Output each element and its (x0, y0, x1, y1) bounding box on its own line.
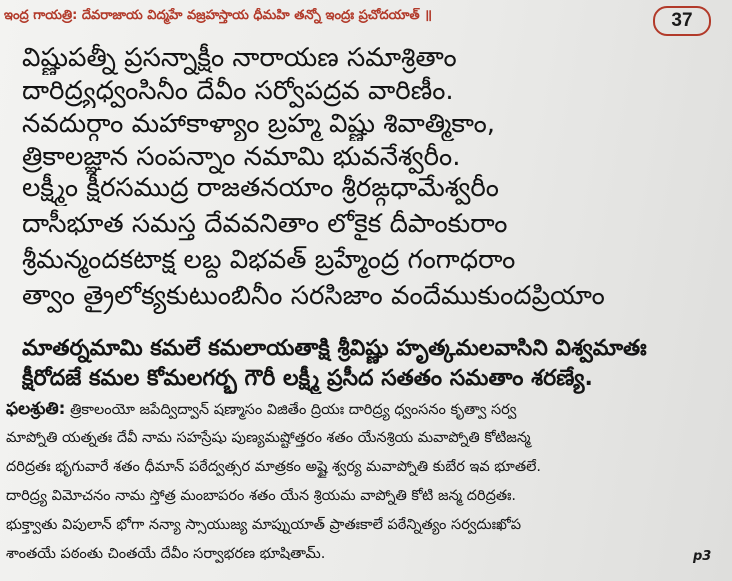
verse-line: శ్రీమన్మందకటాక్ష లబ్ధ విభవత్ బ్రహ్మేంద్ర గంగాధరాం (22, 245, 516, 275)
phalashruti-line: దరిద్రతః భృగువారే శతం ధీమాన్ పఠేద్వత్సర మాత్రకం అష్టై శ్వర్య మవాప్నోతి కుబేర ఇవ భూతలే. (6, 459, 542, 475)
verse-line: నవదుర్గాం మహాకాళ్యాం బ్రహ్మ విష్ణు శివాత్మికాం, (22, 109, 496, 139)
verse-line: విష్ణుపత్నీ ప్రసన్నాక్షీం నారాయణ సమాశ్రితాం (22, 43, 457, 73)
phalashruti-label: ఫలశ్రుతి: (6, 399, 66, 419)
verse-line: దారిద్ర్యధ్వంసినీం దేవీం సర్వోపద్రవ వారిణీం. (22, 76, 454, 106)
verse-block-3 (22, 334, 722, 394)
phalashruti-line: దారిద్ర్య విమోచనం నామ స్తోత్ర మంబాపరం శతం యేన శ్రియమ వాప్నోతి కోటి జన్మ దరిద్రతః. (6, 488, 517, 504)
verse-line: మాతర్నమామి కమలే కమలాయతాక్షి శ్రీవిష్ణు హృత్కమలవాసిని విశ్వమాతః (22, 336, 647, 361)
page-number-badge: 37 (653, 6, 711, 36)
verse-line: త్రికాలజ్ఞాన సంపన్నాం నమామి భువనేశ్వరీం. (22, 142, 461, 172)
verse-line: లక్ష్మీం క్షీరసముద్ర రాజతనయాం శ్రీరఙ్గధామేశ్వరీం (22, 173, 499, 203)
phalashruti-section (6, 395, 726, 569)
verse-block-2 (22, 170, 722, 314)
handwritten-page-mark: p3 (693, 549, 712, 564)
verse-line: క్షీరోదజే కమల కోమలగర్భ గౌరీ లక్ష్మీ ప్రసీద సతతం సమతాం శరణ్యే. (22, 366, 593, 391)
page-header-gayatri: ఇంద్ర గాయత్రి: దేవరాజాయ విద్మహే వజ్రహస్తాయ ధీమహి తన్నో ఇంద్రః ప్రచోదయాత్ ॥ (4, 8, 432, 23)
phalashruti-line: మాప్నోతి యత్నతః దేవీ నామ సహస్రేషు పుణ్యమష్టోత్తరం శతం యేనశ్రియ మవాప్నోతి కోటిజన్మ (6, 430, 531, 446)
phalashruti-text: త్రికాలంయో జపేద్విద్వాన్ షణ్మాసం విజితేం ద్రియః దారిద్ర్య ధ్వంసనం కృత్వా సర్వ (70, 402, 517, 418)
verse-block-1 (22, 42, 722, 174)
phalashruti-line: భుక్త్వాతు విపులాన్ భోగా నన్యా స్సాయుజ్య మాప్నుయాత్ ప్రాతఃకాలే పఠేన్నిత్యం సర్వదుఃఖోప (6, 517, 522, 533)
verse-line: దాసీభూత సమస్త దేవవనితాం లోకైక దీపాంకురాం (22, 209, 508, 239)
phalashruti-line: శాంతయే పఠంతు చింతయే దేవీం సర్వాభరణ భూషితామ్. (6, 546, 326, 562)
verse-line: త్వాం త్రైలోక్యకుటుంబినీం సరసిజాం వందేముకుందప్రియాం (22, 281, 605, 311)
phalashruti-line (6, 395, 726, 424)
